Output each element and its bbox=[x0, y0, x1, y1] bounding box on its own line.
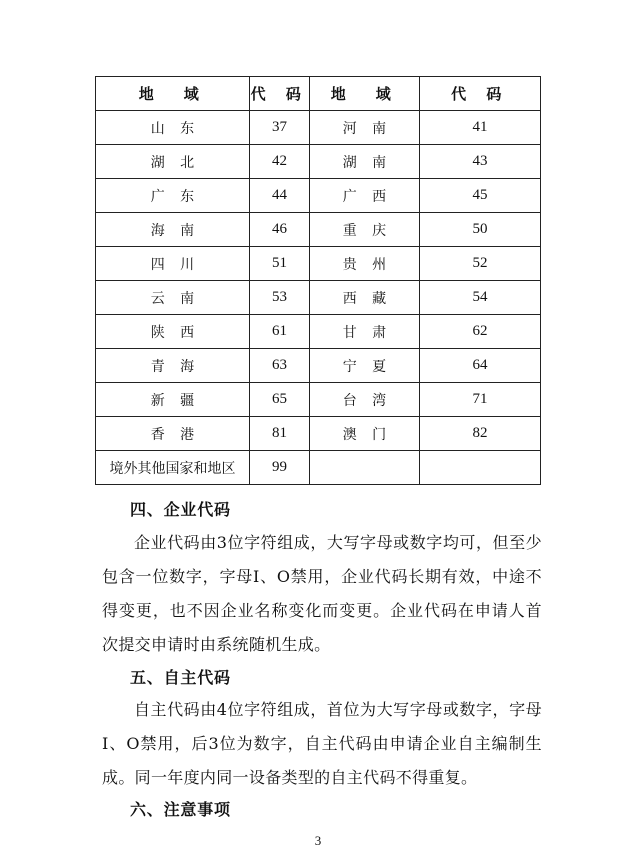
region-name: 澳门 bbox=[310, 417, 420, 451]
paragraph-custom-code: 自主代码由4位字符组成，首位为大写字母或数字，字母I、O禁用，后3位为数字，自主代码由申请企业自主编制生成。同一年度内同一设备类型的自主代码不得重复。 bbox=[102, 700, 542, 787]
region-code: 63 bbox=[250, 349, 310, 383]
table-row bbox=[96, 247, 541, 281]
region-code: 46 bbox=[250, 213, 310, 247]
region-code: 41 bbox=[420, 111, 541, 145]
page-number: 3 bbox=[314, 833, 322, 848]
region-code: 51 bbox=[250, 247, 310, 281]
region-name: 陕西 bbox=[96, 315, 250, 349]
region-code: 50 bbox=[420, 213, 541, 247]
region-name: 新疆 bbox=[96, 383, 250, 417]
section-heading-enterprise-code: 四、企业代码 bbox=[130, 500, 231, 519]
region-code: 45 bbox=[420, 179, 541, 213]
region-code: 43 bbox=[420, 145, 541, 179]
empty-cell bbox=[420, 451, 541, 485]
region-code: 54 bbox=[420, 281, 541, 315]
region-name: 湖北 bbox=[96, 145, 250, 179]
region-code: 44 bbox=[250, 179, 310, 213]
region-code: 81 bbox=[250, 417, 310, 451]
region-name: 宁夏 bbox=[310, 349, 420, 383]
header-region-2: 地 域 bbox=[310, 77, 420, 111]
header-code-1: 代 码 bbox=[250, 77, 310, 111]
empty-cell bbox=[310, 451, 420, 485]
region-name: 贵州 bbox=[310, 247, 420, 281]
region-code: 53 bbox=[250, 281, 310, 315]
region-name: 甘肃 bbox=[310, 315, 420, 349]
table-row bbox=[96, 179, 541, 213]
region-name: 湖南 bbox=[310, 145, 420, 179]
table-row bbox=[96, 349, 541, 383]
region-name: 青海 bbox=[96, 349, 250, 383]
paragraph-enterprise-code: 企业代码由3位字符组成，大写字母或数字均可，但至少包含一位数字，字母I、O禁用，企业代码长期有效，中途不得变更，也不因企业名称变化而变更。企业代码在申请人首次提交申请时由系统随机生成。 bbox=[102, 533, 542, 654]
region-code: 42 bbox=[250, 145, 310, 179]
section-heading-custom-code: 五、自主代码 bbox=[130, 668, 231, 687]
region-name: 台湾 bbox=[310, 383, 420, 417]
header-code-2: 代 码 bbox=[420, 77, 541, 111]
region-name: 广东 bbox=[96, 179, 250, 213]
region-code: 62 bbox=[420, 315, 541, 349]
region-name: 西藏 bbox=[310, 281, 420, 315]
region-code: 52 bbox=[420, 247, 541, 281]
table-row bbox=[96, 145, 541, 179]
header-region-1: 地 域 bbox=[96, 77, 250, 111]
region-name: 河南 bbox=[310, 111, 420, 145]
region-name: 云南 bbox=[96, 281, 250, 315]
section-heading-notes: 六、注意事项 bbox=[130, 800, 231, 819]
region-code: 82 bbox=[420, 417, 541, 451]
region-code: 71 bbox=[420, 383, 541, 417]
region-name: 山东 bbox=[96, 111, 250, 145]
region-name: 重庆 bbox=[310, 213, 420, 247]
region-name: 广西 bbox=[310, 179, 420, 213]
region-name: 境外其他国家和地区 bbox=[96, 451, 250, 485]
table-row bbox=[96, 315, 541, 349]
table-row bbox=[96, 111, 541, 145]
table-row bbox=[96, 383, 541, 417]
region-name: 香港 bbox=[96, 417, 250, 451]
table-row-last bbox=[96, 451, 541, 485]
region-code: 99 bbox=[250, 451, 310, 485]
table-row bbox=[96, 213, 541, 247]
region-code: 37 bbox=[250, 111, 310, 145]
region-name: 四川 bbox=[96, 247, 250, 281]
region-code-table bbox=[95, 76, 541, 485]
region-code: 65 bbox=[250, 383, 310, 417]
region-name: 海南 bbox=[96, 213, 250, 247]
table-header-row bbox=[96, 77, 541, 111]
region-code: 61 bbox=[250, 315, 310, 349]
table-row bbox=[96, 281, 541, 315]
region-code: 64 bbox=[420, 349, 541, 383]
table-row bbox=[96, 417, 541, 451]
